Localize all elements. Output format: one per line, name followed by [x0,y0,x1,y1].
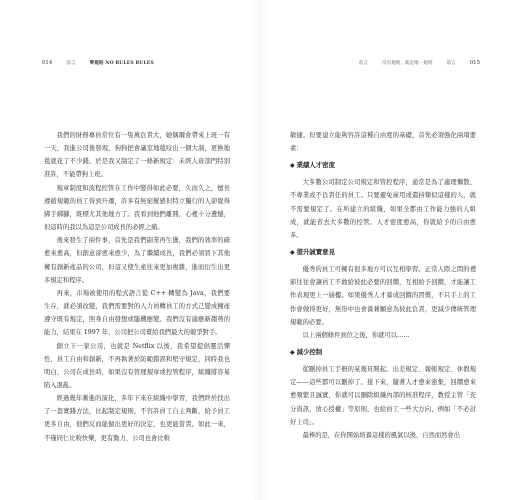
right-running-head [359,60,480,66]
left-running-head [42,60,154,66]
section-heading: ◆ 提升誠實意見 [290,248,335,257]
body-paragraph: 經過幾年漸進的演化，多年下來在組織中學習，我們終於找出了一套實踐方法，比起制定規則，不容許員工自主判斷，給予員工更多自由，他們反而能做出更好的決定，也更能當責。如此一來，不僅同仁比較快樂，更有動力，公司也會比較 [44,395,230,442]
body-paragraph: 規章制度和流程控管在工作中變得如此必要，久而久之，擅長遵循規範的員工得到升遷，許多有無窮羅感但特立獨行的人卻覺得綁手綁腳，既標尤其他地方了。我看到他們離開，心裡十分遺憾，但這時的我以為這是公司成長的必經之痛。 [44,184,230,232]
right-running-head-part: 前言 [358,61,368,66]
body-paragraph: 後來發生了兩件事，首先是我們副業再生獲，我們的效率的確愈來愈高，但創意卻愈來愈少，為了繼續成長，我們必須買下其他擁有創新產品的公司，但這又使生產往來更加複雜，進而衍生出更多規定和程序。 [44,237,230,284]
body-paragraph: 再來，市場被使用的程式語言從 C++ 轉變為 Java，我們要生存，就必須改變，我們需要對的人力員轉員工的方式己變成擁產遵守既有規定，照身自由發想或臨機應變。我們沒有適應新趨勢的能力，結果在 1997 年，公司把公司賣給我們最大的競爭對手。 [44,289,230,337]
section-heading: ◆ 業績人才密度 [290,161,335,170]
diamond-bullet-icon: ◆ [290,249,295,257]
body-paragraph: 敏捷。但要建立能夠容許這種自由度的基礎，首先必須強化兩項要素： [290,132,476,153]
right-running-head-chapter: 沒有規則，就是唯一規則 [381,61,433,66]
body-paragraph: 最棒的是，在你開始培養這樣的風氣以後，自然而然會出 [302,431,461,439]
body-paragraph: 大多數公司制定公司規定和管控程序，通常是為了處理懶散、不專業或不負責任的員工。只要避免雇用或遣持類似這樣的人，就不需要規定了。在所建立的組織，如果全都由工作能力強的人組成，就能省去大多數的控管。人才密度愈高，你就給予的自由愈多。 [290,179,476,239]
body-paragraph: 以上兩個條件到位之後，你就可以…… [302,331,410,339]
diamond-bullet-icon: ◆ [290,349,295,357]
body-paragraph: 我們的財務專員常位有一隻萬負責大，她偶爾會帶來上班一有一天，我進公司後發現，狗狗把會議室地毯咬出一個大洞，更換地毯就花了不少錢。於是我又制定了一條新規定：未經人資部門特別准許，不能帶狗上班。 [44,132,230,179]
right-running-head-section: 前言 [446,61,456,66]
right-page [260,0,520,500]
left-running-head-title: 零規則 NO RULES RULES [89,61,154,66]
left-page-number: 014 [42,60,53,66]
right-page-body [290,129,476,442]
section-heading: ◆ 減少控制 [290,348,323,357]
diamond-bullet-icon: ◆ [290,162,295,170]
left-running-head-section: 前言 [66,61,76,66]
body-paragraph: 優秀的員工可擁有很多地方可以互相學習。正常人際之間的禮節往往會讓員工不敢給彼此必要的回饋，互相給予回饋，才能讓工作表現更上一層樓。如果優秀人才養成回饋的習慣，不只手上的工作會做得更好，無形中也會養兼願意為彼此負責，更減少傳統管理規範的必要。 [290,266,476,326]
left-page-body [44,129,230,445]
body-paragraph: 創立下一家公司，也就是 Netflix 以後，我希望提倡靈活彈性，員工自由和創新，不再執著於防範錯誤和堅守規定，同時我也明白，公司在成長時，如果沒有管理規章或控管程序，組織將容易陷入混亂。 [44,342,230,389]
body-paragraph: 從刪掉員工手冊的某幾頁開起。出差規定、報帳規定、休假規定——這些都可以刪掉了。接下來，隨著人才愈來密集，回饋愈來愈頻繁且誠實，你就可以刪除組織內部的核准程序，教授主管「充分資訊，放心授權」等原則，也給員工一些大方向，例如「不必討好上司」。 [290,366,476,426]
right-page-number: 015 [469,60,480,66]
